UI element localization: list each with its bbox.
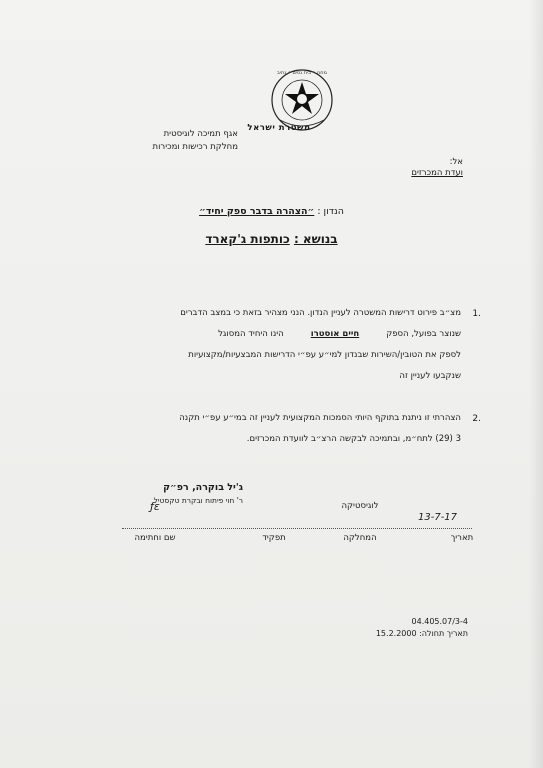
handwritten-signature: ƒε <box>150 500 160 513</box>
signer-role-detail: ר' חוי פיתוח ובקרת טקסטיל <box>153 496 243 505</box>
emblem-caption: משטרת ישראל <box>247 123 311 133</box>
paragraph-1-line-2-pre: שנוצר בפועל, הספק <box>386 329 461 339</box>
subject-main-title: כותפות ג'קארד <box>205 232 290 246</box>
department-line-1: אגף תמיכה לוגיסטית <box>163 129 238 139</box>
signature-line <box>122 528 472 529</box>
department-line-2: מחלקת רכישות ומכירות <box>152 142 238 152</box>
date-label: תאריך <box>450 533 474 543</box>
signer-block <box>83 482 243 505</box>
supplier-name: חיים אוסטרו <box>310 329 360 339</box>
subject-ref-prefix: הנדון : <box>317 206 344 217</box>
name-signature-label: שם וחתימה <box>134 533 176 543</box>
to-label: אל: <box>449 157 463 167</box>
paragraph-1-line-1: מצ״ב פירוט דרישות המשטרה לעניין הנדון. הנני מצהיר בזאת כי במצב הדברים <box>180 308 461 318</box>
emblem-ring-text: מחוז • בית נסים • נתיב <box>277 70 327 76</box>
subject-main-prefix: בנושא : <box>293 232 338 246</box>
page-edge-shadow <box>529 0 543 768</box>
document-footer <box>308 616 468 640</box>
valid-from-date: תאריך תחולה: 15.2.2000 <box>375 629 468 638</box>
signer-name: ג'יל בוקרה, רפ״ק <box>163 482 243 493</box>
to-name: ועדת המכרזים <box>411 168 463 178</box>
handwritten-date: 13-7-17 <box>418 512 458 523</box>
unit-label: המחלקה <box>343 533 377 543</box>
subject-reference <box>0 206 543 217</box>
subject-ref-quoted: ״הצהרה בדבר ספק יחיד״ <box>199 206 315 217</box>
unit-value: לוגיסטיקה <box>341 501 379 511</box>
department-block <box>8 128 238 154</box>
document-code: 04.405.07/3-4 <box>411 617 468 626</box>
paragraph-2 <box>98 408 461 450</box>
subject-title <box>0 232 543 246</box>
paragraph-2-number: 2. <box>472 414 481 424</box>
paragraph-1-line-2-post: הינו היחיד המסוגל <box>218 329 284 339</box>
paragraph-2-line-1: הצהרתי זו ניתנת בתוקף היותי הסמכות המקצועית לעניין זה במי״ע עפ״י תקנה <box>179 413 461 423</box>
paragraph-1-line-2 <box>98 324 461 345</box>
paragraph-1-line-3: לספק את הטובין/השירות שבנדון למי״ע עפ״י הדרישות המבצעיות/מקצועיות <box>188 350 461 360</box>
paragraph-1-line-4: שנקבעו לעניין זה <box>399 371 461 381</box>
role-label: תפקיד <box>262 533 286 543</box>
paragraph-1 <box>98 303 461 387</box>
paragraph-2-line-2: 3 (29) לתח״מ, ובתמיכה לבקשה הרצ״ב לוועדת המכרזים. <box>246 434 461 444</box>
paragraph-1-number: 1. <box>472 309 481 319</box>
